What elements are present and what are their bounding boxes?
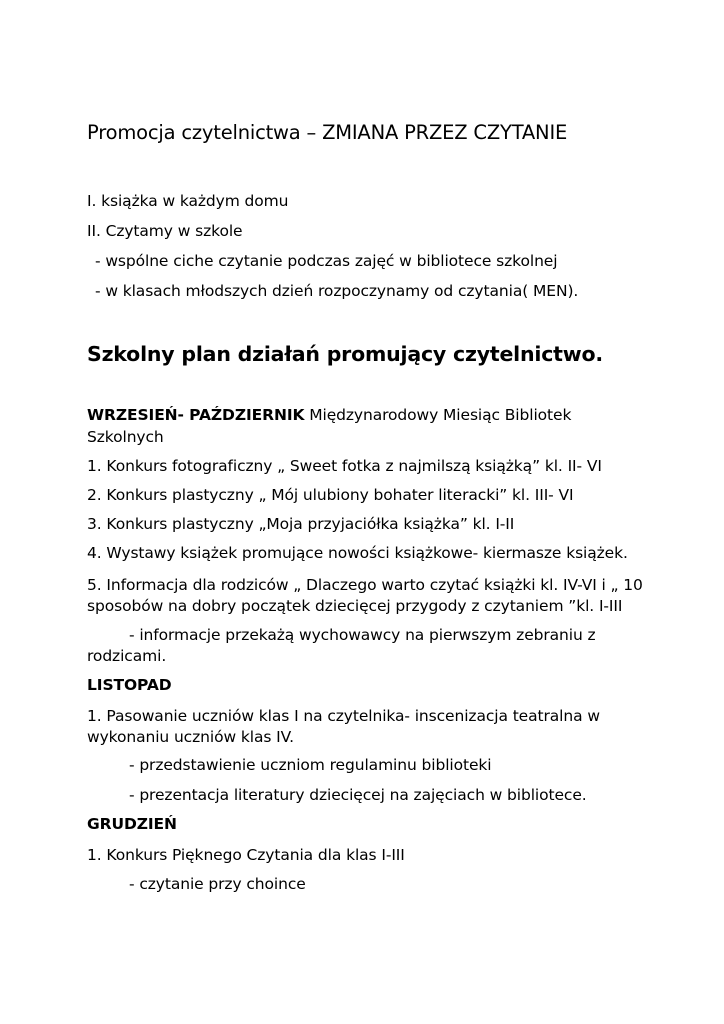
september-item-2: 2. Konkurs plastyczny „ Mój ulubiony bohater literacki” kl. III- VI [87,486,574,504]
november-heading: LISTOPAD [87,676,172,694]
september-heading [87,404,687,426]
december-item-1: 1. Konkurs Pięknego Czytania dla klas I-III [87,846,405,864]
september-note-line2: rodzicami. [87,647,167,665]
september-heading-line2: Szkolnych [87,428,164,446]
intro-item-2: II. Czytamy w szkole [87,222,243,240]
september-item-5-line2: sposobów na dobry początek dziecięcej przygody z czytaniem ”kl. I-III [87,597,623,615]
september-item-3: 3. Konkurs plastyczny „Moja przyjaciółka książka” kl. I-II [87,515,515,533]
intro-item-1: I. książka w każdym domu [87,192,289,210]
september-item-4: 4. Wystawy książek promujące nowości książkowe- kiermasze książek. [87,544,628,562]
intro-subitem-2: - w klasach młodszych dzień rozpoczynamy od czytania( MEN). [95,282,579,300]
september-note-line1: - informacje przekażą wychowawcy na pierwszym zebraniu z [129,626,596,644]
september-label: WRZESIEŃ- PAŹDZIERNIK [87,406,305,424]
plan-heading: Szkolny plan działań promujący czytelnictwo. [87,342,603,366]
november-item-1-line2: wykonaniu uczniów klas IV. [87,728,294,746]
intro-subitem-1: - wspólne ciche czytanie podczas zajęć w bibliotece szkolnej [95,252,558,270]
december-subitem-1: - czytanie przy choince [129,875,306,893]
november-subitem-2: - prezentacja literatury dziecięcej na zajęciach w bibliotece. [129,786,587,804]
november-subitem-1: - przedstawienie uczniom regulaminu biblioteki [129,756,492,774]
document-title: Promocja czytelnictwa – ZMIANA PRZEZ CZYTANIE [87,121,568,144]
december-heading: GRUDZIEŃ [87,815,177,833]
september-label-rest: Międzynarodowy Miesiąc Bibliotek [304,406,572,424]
november-item-1-line1: 1. Pasowanie uczniów klas I na czytelnika- inscenizacja teatralna w [87,707,600,725]
september-item-1: 1. Konkurs fotograficzny „ Sweet fotka z najmilszą książką” kl. II- VI [87,457,602,475]
september-item-5-line1: 5. Informacja dla rodziców „ Dlaczego warto czytać książki kl. IV-VI i „ 10 [87,576,643,594]
